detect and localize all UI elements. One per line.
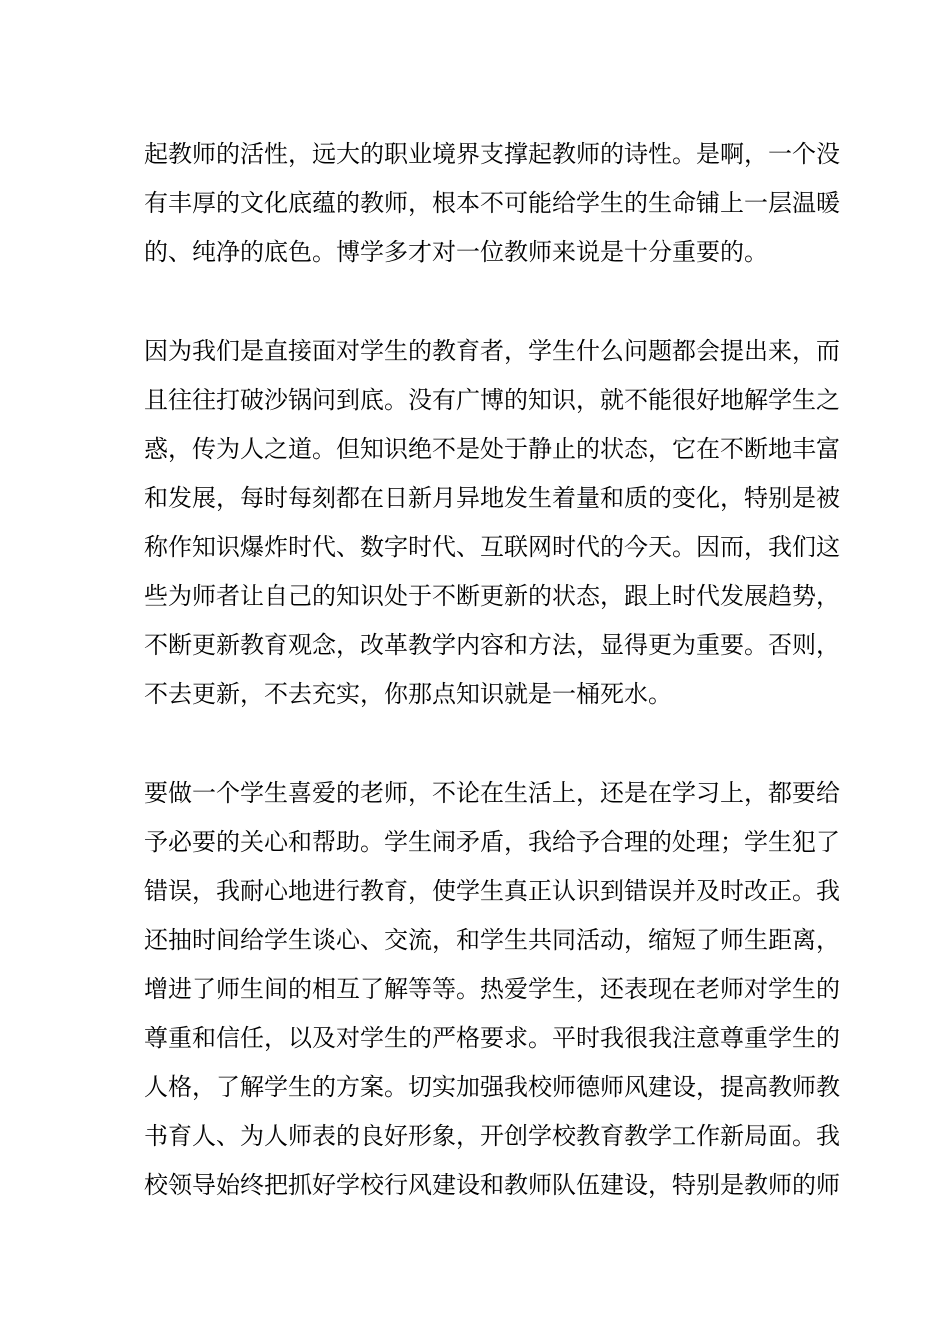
text-line: 予必要的关心和帮助。学生闹矛盾，我给予合理的处理；学生犯了 xyxy=(144,828,840,856)
paragraph-3 xyxy=(144,769,840,1210)
text-line: 增进了师生间的相互了解等等。热爱学生，还表现在老师对学生的 xyxy=(144,975,840,1003)
text-line: 且往往打破沙锅问到底。没有广博的知识，就不能很好地解学生之 xyxy=(144,386,840,414)
text-line: 错误，我耐心地进行教育，使学生真正认识到错误并及时改正。我 xyxy=(144,877,840,905)
text-line: 起教师的活性，远大的职业境界支撑起教师的诗性。是啊，一个没 xyxy=(144,140,840,168)
text-line: 还抽时间给学生谈心、交流，和学生共同活动，缩短了师生距离， xyxy=(144,926,840,954)
text-line: 不断更新教育观念，改革教学内容和方法，显得更为重要。否则， xyxy=(144,631,840,659)
text-line: 人格，了解学生的方案。切实加强我校师德师风建设，提高教师教 xyxy=(144,1073,840,1101)
text-line: 要做一个学生喜爱的老师，不论在生活上，还是在学习上，都要给 xyxy=(144,779,840,807)
text-line: 不去更新，不去充实，你那点知识就是一桶死水。 xyxy=(144,680,672,708)
text-line: 校领导始终把抓好学校行风建设和教师队伍建设，特别是教师的师 xyxy=(144,1171,840,1199)
text-line: 有丰厚的文化底蕴的教师，根本不可能给学生的生命铺上一层温暖 xyxy=(144,189,840,217)
paragraph-1 xyxy=(144,130,840,277)
text-line: 尊重和信任，以及对学生的严格要求。平时我很我注意尊重学生的 xyxy=(144,1024,840,1052)
text-line: 惑，传为人之道。但知识绝不是处于静止的状态，它在不断地丰富 xyxy=(144,435,840,463)
text-line: 些为师者让自己的知识处于不断更新的状态，跟上时代发展趋势， xyxy=(144,582,840,610)
text-line: 的、纯净的底色。博学多才对一位教师来说是十分重要的。 xyxy=(144,238,768,266)
paragraph-2 xyxy=(144,327,840,719)
text-line: 书育人、为人师表的良好形象，开创学校教育教学工作新局面。我 xyxy=(144,1122,840,1150)
text-line: 和发展，每时每刻都在日新月异地发生着量和质的变化，特别是被 xyxy=(144,484,840,512)
text-line: 称作知识爆炸时代、数字时代、互联网时代的今天。因而，我们这 xyxy=(144,533,840,561)
text-line: 因为我们是直接面对学生的教育者，学生什么问题都会提出来，而 xyxy=(144,337,840,365)
